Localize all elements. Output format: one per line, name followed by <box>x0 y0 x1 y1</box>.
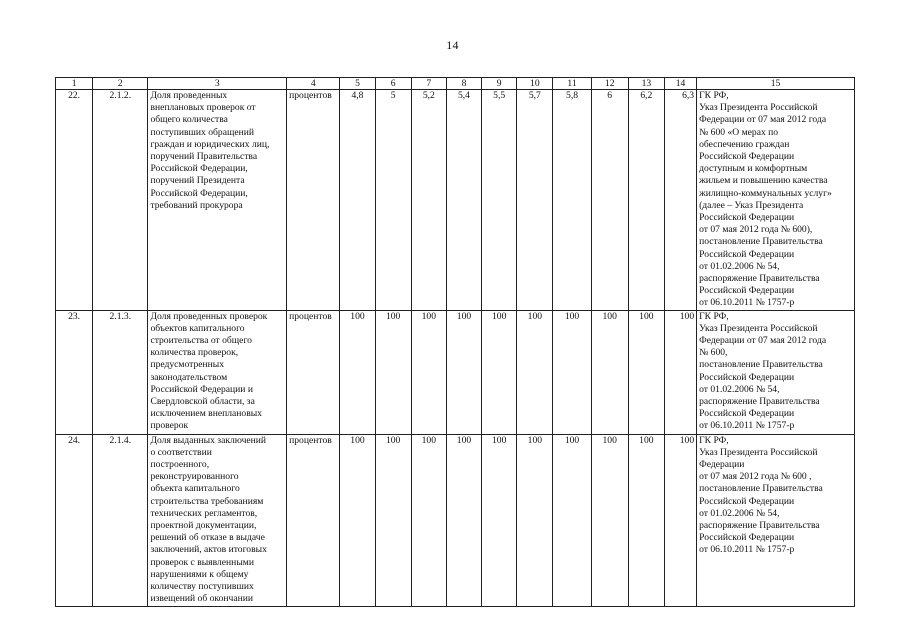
header-cell: 8 <box>446 78 481 90</box>
value-cell: 100 <box>411 310 446 434</box>
header-cell: 7 <box>411 78 446 90</box>
header-cell: 3 <box>148 78 287 90</box>
value-cell: 100 <box>628 434 664 606</box>
value-cell: 100 <box>591 310 628 434</box>
value-cell: 100 <box>664 434 696 606</box>
value-cell: 6,3 <box>664 90 696 311</box>
unit-cell: процентов <box>287 434 340 606</box>
header-cell: 4 <box>287 78 340 90</box>
value-cell: 100 <box>482 434 517 606</box>
header-cell: 1 <box>56 78 93 90</box>
value-cell: 100 <box>591 434 628 606</box>
value-cell: 6,2 <box>628 90 664 311</box>
value-cell: 5,5 <box>482 90 517 311</box>
header-cell: 2 <box>93 78 148 90</box>
value-cell: 5 <box>375 90 411 311</box>
value-cell: 100 <box>340 434 375 606</box>
value-cell: 100 <box>482 310 517 434</box>
unit-cell: процентов <box>287 90 340 311</box>
row-number: 23. <box>56 310 93 434</box>
header-cell: 14 <box>664 78 696 90</box>
value-cell: 4,8 <box>340 90 375 311</box>
table-row <box>56 310 855 434</box>
table-row <box>56 434 855 606</box>
legal-basis: ГК РФ, Указ Президента Российской Федерации от 07 мая 2012 года № 600 «О мерах по обеспечению граждан Российской Федерации доступным и комфортным жильем и повышению качества жилищно-коммунальных услуг» (далее – Указ Президента Российской Федерации от 07 мая 2012 года № 600), постановление Правительства Российской Федерации от 01.02.2006 № 54, распоряжение Правительства Российской Федерации от 06.10.2011 № 1757-р <box>697 90 855 311</box>
value-cell: 5,7 <box>517 90 553 311</box>
column-number-row <box>56 78 855 90</box>
page-number: 14 <box>446 38 459 52</box>
value-cell: 100 <box>375 434 411 606</box>
value-cell: 100 <box>446 434 481 606</box>
value-cell: 100 <box>375 310 411 434</box>
header-cell: 15 <box>697 78 855 90</box>
value-cell: 6 <box>591 90 628 311</box>
header-cell: 6 <box>375 78 411 90</box>
value-cell: 100 <box>628 310 664 434</box>
header-cell: 11 <box>553 78 591 90</box>
indicator-name: Доля выданных заключений о соответствии построенного, реконструированного объекта капитального строительства требованиям технических регламентов, проектной документации, решений об отказе в выдаче заключений, актов итоговых проверок с выявленными нарушениями к общему количеству поступивших извещений об окончании <box>148 434 287 606</box>
indicator-table <box>55 77 855 607</box>
value-cell: 5,8 <box>553 90 591 311</box>
value-cell: 100 <box>553 310 591 434</box>
table-row <box>56 90 855 311</box>
legal-basis: ГК РФ, Указ Президента Российской Федерации от 07 мая 2012 года № 600, постановление Правительства Российской Федерации от 01.02.2006 № 54, распоряжение Правительства Российской Федерации от 06.10.2011 № 1757-р <box>697 310 855 434</box>
value-cell: 100 <box>517 310 553 434</box>
indicator-name: Доля проведенных проверок объектов капитального строительства от общего количества проверок, предусмотренных законодательством Российской Федерации и Свердловской области, за исключением внеплановых проверок <box>148 310 287 434</box>
row-code: 2.1.4. <box>93 434 148 606</box>
value-cell: 5,2 <box>411 90 446 311</box>
value-cell: 100 <box>446 310 481 434</box>
header-cell: 5 <box>340 78 375 90</box>
header-cell: 13 <box>628 78 664 90</box>
header-cell: 12 <box>591 78 628 90</box>
header-cell: 9 <box>482 78 517 90</box>
row-number: 22. <box>56 90 93 311</box>
unit-cell: процентов <box>287 310 340 434</box>
value-cell: 5,4 <box>446 90 481 311</box>
row-number: 24. <box>56 434 93 606</box>
legal-basis: ГК РФ, Указ Президента Российской Федерации от 07 мая 2012 года № 600 , постановление Правительства Российской Федерации от 01.02.2006 № 54, распоряжение Правительства Российской Федерации от 06.10.2011 № 1757-р <box>697 434 855 606</box>
row-code: 2.1.3. <box>93 310 148 434</box>
row-code: 2.1.2. <box>93 90 148 311</box>
header-cell: 10 <box>517 78 553 90</box>
value-cell: 100 <box>411 434 446 606</box>
value-cell: 100 <box>340 310 375 434</box>
value-cell: 100 <box>553 434 591 606</box>
value-cell: 100 <box>517 434 553 606</box>
indicator-name: Доля проведенных внеплановых проверок от общего количества поступивших обращений граждан и юридических лиц, поручений Правительства Российской Федерации, поручений Президента Российской Федерации, требований прокурора <box>148 90 287 311</box>
value-cell: 100 <box>664 310 696 434</box>
